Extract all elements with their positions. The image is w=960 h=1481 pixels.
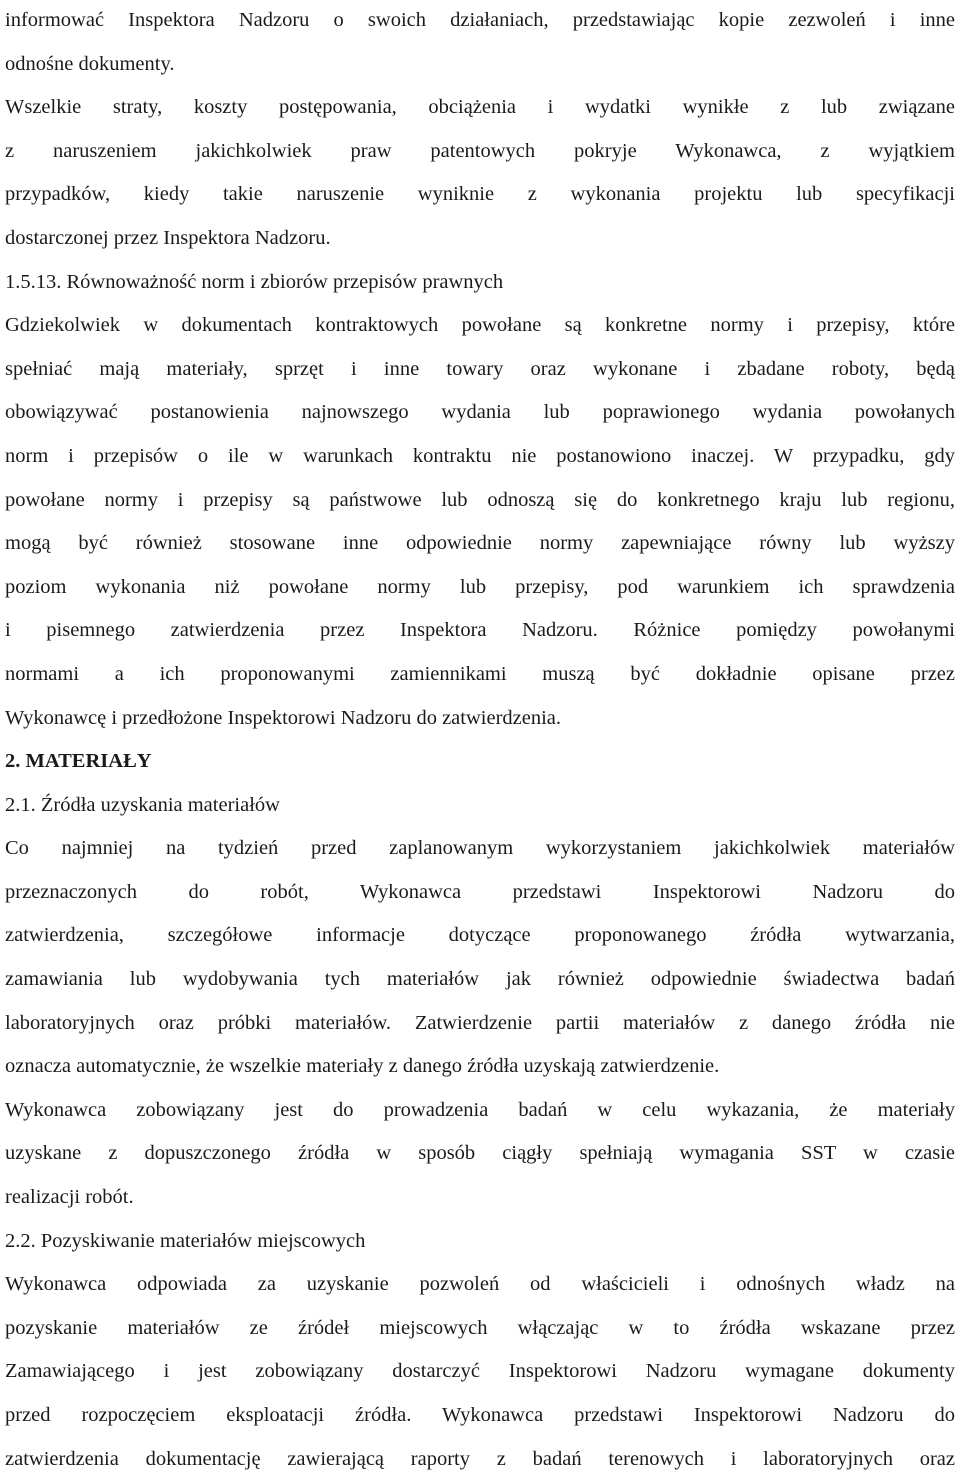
- text-line: Wykonawcę i przedłożone Inspektorowi Nadzoru do zatwierdzenia.: [5, 706, 562, 729]
- text-line: informować Inspektora Nadzoru o swoich działaniach, przedstawiając kopie zezwoleń i inne: [5, 9, 955, 31]
- section-heading: 2. MATERIAŁY: [5, 750, 152, 773]
- document-page: [5, 0, 955, 1481]
- text-line: uzyskane z dopuszczonego źródła w sposób ciągły spełniają wymagania SST w czasie: [5, 1142, 955, 1165]
- text-line: pozyskanie materiałów ze źródeł miejscowych włączając w to źródła wskazane przez: [5, 1316, 955, 1339]
- text-line: przeznaczonych do robót, Wykonawca przedstawi Inspektorowi Nadzoru do: [5, 880, 955, 903]
- text-line: Zamawiającego i jest zobowiązany dostarczyć Inspektorowi Nadzoru wymagane dokumenty: [5, 1360, 955, 1383]
- text-line: 1.5.13. Równoważność norm i zbiorów przepisów prawnych: [5, 270, 504, 293]
- text-line: i pisemnego zatwierdzenia przez Inspektora Nadzoru. Różnice pomiędzy powołanymi: [5, 619, 955, 642]
- text-line: 2.2. Pozyskiwanie materiałów miejscowych: [5, 1229, 366, 1252]
- text-line: Wykonawca odpowiada za uzyskanie pozwoleń od właścicieli i odnośnych władz na: [5, 1273, 955, 1296]
- text-line: laboratoryjnych oraz próbki materiałów. Zatwierdzenie partii materiałów z danego źródła nie: [5, 1011, 955, 1034]
- text-line: zamawiania lub wydobywania tych materiałów jak również odpowiednie świadectwa badań: [5, 968, 955, 991]
- text-line: oznacza automatycznie, że wszelkie materiały z danego źródła uzyskają zatwierdzenie.: [5, 1055, 720, 1078]
- text-line: przypadków, kiedy takie naruszenie wyniknie z wykonania projektu lub specyfikacji: [5, 183, 955, 206]
- text-line: przed rozpoczęciem eksploatacji źródła. Wykonawca przedstawi Inspektorowi Nadzoru do: [5, 1404, 955, 1426]
- text-line: powołane normy i przepisy są państwowe lub odnoszą się do konkretnego kraju lub regionu,: [5, 488, 955, 511]
- text-line: Wykonawca zobowiązany jest do prowadzenia badań w celu wykazania, że materiały: [5, 1098, 955, 1121]
- text-line: poziom wykonania niż powołane normy lub przepisy, pod warunkiem ich sprawdzenia: [5, 575, 955, 598]
- text-line: zatwierdzenia, szczegółowe informacje dotyczące proponowanego źródła wytwarzania,: [5, 924, 955, 947]
- text-line: Wszelkie straty, koszty postępowania, obciążenia i wydatki wynikłe z lub związane: [5, 96, 955, 119]
- text-line: realizacji robót.: [5, 1186, 134, 1209]
- text-line: dostarczonej przez Inspektora Nadzoru.: [5, 226, 331, 249]
- text-line: normami a ich proponowanymi zamiennikami muszą być dokładnie opisane przez: [5, 662, 955, 685]
- text-line: odnośne dokumenty.: [5, 52, 175, 75]
- text-line: Gdziekolwiek w dokumentach kontraktowych powołane są konkretne normy i przepisy, które: [5, 314, 955, 337]
- text-line: 2.1. Źródła uzyskania materiałów: [5, 793, 280, 816]
- text-line: obowiązywać postanowienia najnowszego wydania lub poprawionego wydania powołanych: [5, 401, 955, 424]
- text-line: Co najmniej na tydzień przed zaplanowanym wykorzystaniem jakichkolwiek materiałów: [5, 837, 955, 860]
- text-line: zatwierdzenia dokumentację zawierającą raporty z badań terenowych i laboratoryjnych oraz: [5, 1447, 955, 1470]
- text-line: norm i przepisów o ile w warunkach kontraktu nie postanowiono inaczej. W przypadku, gdy: [5, 444, 955, 467]
- text-line: mogą być również stosowane inne odpowiednie normy zapewniające równy lub wyższy: [5, 532, 955, 555]
- text-line: spełniać mają materiały, sprzęt i inne towary oraz wykonane i zbadane roboty, będą: [5, 357, 955, 380]
- text-line: z naruszeniem jakichkolwiek praw patentowych pokryje Wykonawca, z wyjątkiem: [5, 139, 955, 162]
